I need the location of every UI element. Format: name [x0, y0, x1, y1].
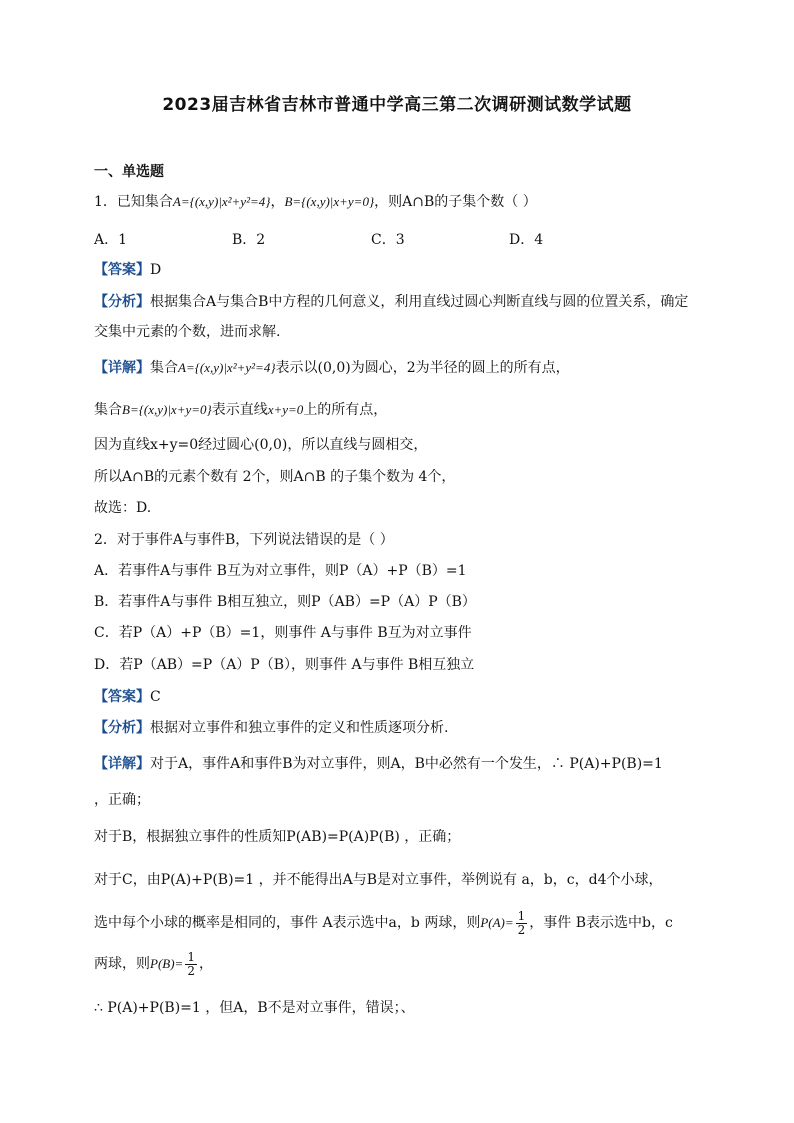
q1-analysis-line2: 交集中元素的个数，进而求解.	[94, 324, 281, 340]
q1-analysis-line1: 【分析】根据集合A与集合B中方程的几何意义，利用直线过圆心判断直线与圆的位置关系，确定	[94, 294, 689, 310]
question-2-stem: 2．对于事件A与事件B，下列说法错误的是（ ）	[94, 532, 394, 548]
q2-detail-line4: 对于C，由P(A)+P(B)=1 ，并不能得出A与B是对立事件，举例说有 a，b，c，d4个小球，	[94, 872, 663, 888]
section-heading: 一、单选题	[94, 164, 164, 180]
q2-option-c: C．若P（A）+P（B）=1，则事件 A与事件 B互为对立事件	[94, 625, 472, 641]
q1-detail-line5: 故选：D.	[94, 500, 152, 516]
q2-detail-line1: 【详解】对于A，事件A和事件B为对立事件，则A，B中必然有一个发生，∴ P(A)+P(B)=1	[94, 756, 663, 772]
q1-detail-line4: 所以A∩B的元素个数有 2个，则A∩B 的子集个数为 4个，	[94, 469, 456, 485]
q2-answer: 【答案】C	[94, 689, 161, 705]
q2-detail-line3: 对于B，根据独立事件的性质知P(AB)=P(A)P(B) ，正确；	[94, 829, 461, 845]
question-1-stem: 1．已知集合A={(x,y)|x²+y²=4}，B={(x,y)|x+y=0}，则A∩B的子集个数（ ）	[94, 194, 537, 210]
page-title: 2023届吉林省吉林市普通中学高三第二次调研测试数学试题	[162, 95, 632, 115]
q1-option-c: C．3	[371, 232, 405, 248]
q2-analysis: 【分析】根据对立事件和独立事件的定义和性质逐项分析.	[94, 720, 449, 736]
fraction-one-half: $\frac{1}{2}$	[187, 949, 195, 978]
fraction-one-half: $\frac{1}{2}$	[517, 908, 526, 937]
q1-detail-line2: 集合B={(x,y)|x+y=0}表示直线x+y=0上的所有点，	[94, 402, 388, 418]
q2-option-a: A．若事件A与事件 B互为对立事件，则P（A）+P（B）=1	[94, 563, 467, 579]
q2-detail-line2: ，正确；	[94, 792, 150, 808]
q2-option-b: B．若事件A与事件 B相互独立，则P（AB）=P（A）P（B）	[94, 594, 476, 610]
set-a-formula: A={(x,y)|x²+y²=4}	[172, 194, 271, 209]
q1-detail-line3: 因为直线x+y=0经过圆心(0,0)，所以直线与圆相交，	[94, 437, 428, 453]
set-b-formula: B={(x,y)|x+y=0}	[284, 194, 375, 209]
q2-detail-line7: ∴ P(A)+P(B)=1 ，但A，B不是对立事件，错误；、	[94, 1000, 415, 1016]
q1-detail-line1: 【详解】集合A={(x,y)|x²+y²=4}表示以(0,0)为圆心，2为半径的圆上的所有点，	[94, 360, 570, 376]
q2-detail-line5: 选中每个小球的概率是相同的，事件 A表示选中a，b 两球，则P(A)= $\frac{1}{2}$ ，事件 B表示选中b，c	[94, 908, 673, 937]
q2-detail-line6: 两球，则P(B)= $\frac{1}{2}$ ，	[94, 949, 213, 978]
q1-option-b: B．2	[232, 232, 266, 248]
q2-option-d: D．若P（AB）=P（A）P（B），则事件 A与事件 B相互独立	[94, 657, 475, 673]
q1-option-d: D．4	[509, 232, 544, 248]
q1-option-a: A．1	[94, 232, 128, 248]
q1-answer: 【答案】D	[94, 262, 162, 278]
